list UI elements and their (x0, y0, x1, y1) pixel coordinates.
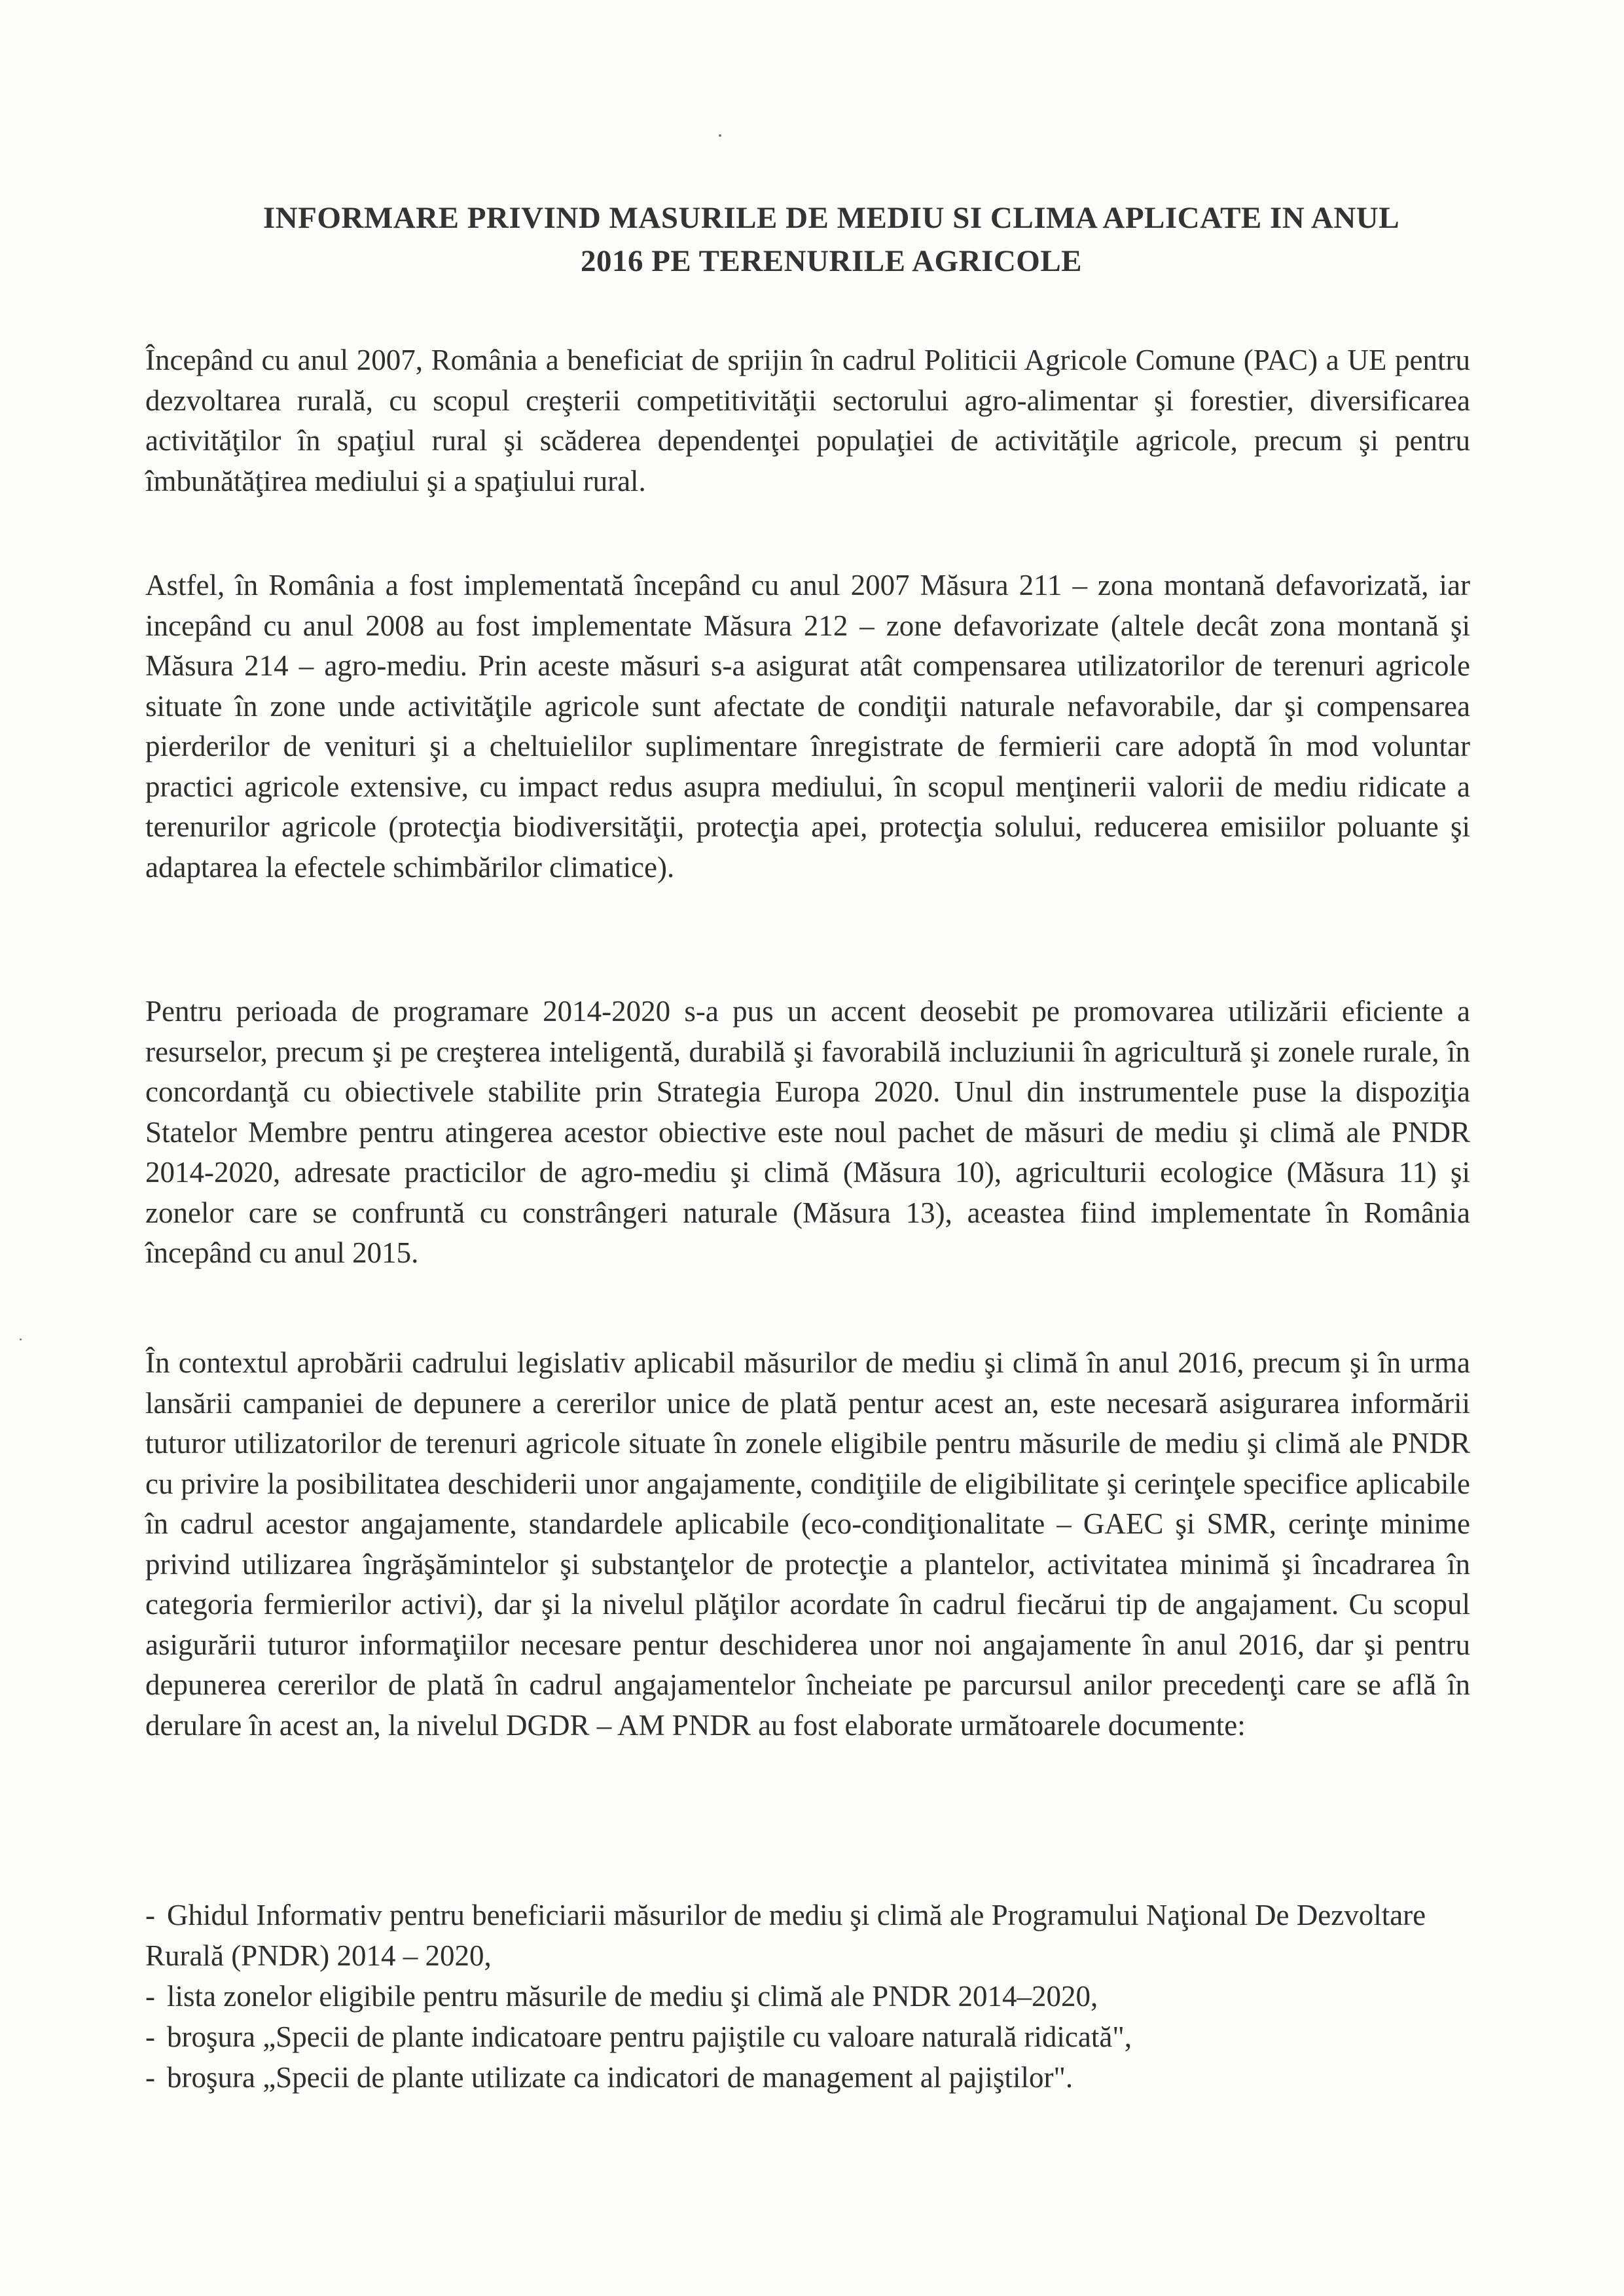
list-bullet: - (145, 1899, 155, 1931)
paragraph-intro: Începând cu anul 2007, România a beneficiat de sprijin în cadrul Politicii Agricole Comune (PAC) a UE pentru dezvoltarea rurală, cu scopul creşterii competitivităţii sectorului agro-alimentar şi forestier, diversificarea activităţilor în spaţiul rural şi scăderea dependenţei populaţiei de activităţile agricole, precum şi pentru îmbunătăţirea mediului şi a spaţiului rural. (145, 344, 1470, 497)
list-item-text: lista zonelor eligibile pentru măsurile de mediu şi climă ale PNDR 2014–2020, (167, 1980, 1098, 2013)
list-item (145, 1976, 1474, 2017)
paragraph-programming-2014-2020: Pentru perioada de programare 2014-2020 s-a pus un accent deosebit pe promovarea utilizării eficiente a resurselor, precum şi pe creşterea inteligentă, durabilă şi favorabilă incluziunii în agricultură şi zonele rurale, în concordanţă cu obiectivele stabilite prin Strategia Europa 2020. Unul din instrumentele puse la dispoziţia Statelor Membre pentru atingerea acestor obiective este noul pachet de măsuri de mediu şi climă ale PNDR 2014-2020, adresate practicilor de agro-mediu şi climă (Măsura 10), agriculturii ecologice (Măsura 11) şi zonelor care se confruntă cu constrângeri naturale (Măsura 13), aceastea fiind implementate în România începând cu anul 2015. (145, 995, 1470, 1269)
scan-speck (20, 1338, 22, 1340)
paragraph-context-2016: În contextul aprobării cadrului legislativ aplicabil măsurilor de mediu şi climă în anul 2016, precum şi în urma lansării campaniei de depunere a cererilor unice de plată pentur acest an, este necesară asigurarea informării tuturor utilizatorilor de terenuri agricole situate în zonele eligibile pentru măsurile de mediu şi climă ale PNDR cu privire la posibilitatea deschiderii unor angajamente, condiţiile de eligibilitate şi cerinţele specifice aplicabile în cadrul acestor angajamente, standardele aplicabile (eco-condiţionalitate – GAEC şi SMR, cerinţe minime privind utilizarea îngrăşămintelor şi substanţelor de protecţie a plantelor, activitatea minimă şi încadrarea în categoria fermierilor activi), dar şi la nivelul plăţilor acordate în cadrul fiecărui tip de angajament. Cu scopul asigurării tuturor informaţiilor necesare pentur deschiderea unor noi angajamente în anul 2016, dar şi pentru depunerea cererilor de plată în cadrul angajamentelor încheiate pe parcursul anilor precedenţi care se află în derulare în acest an, la nivelul DGDR – AM PNDR au fost elaborate următoarele documente: (145, 1346, 1470, 1742)
documents-list (145, 1895, 1474, 2098)
list-item (145, 2057, 1474, 2098)
list-item-text: broşura „Specii de plante indicatoare pentru pajiştile cu valoare naturală ridicată", (167, 2020, 1132, 2053)
list-item (145, 2017, 1474, 2057)
list-bullet: - (145, 2061, 155, 2094)
scan-speck (719, 134, 721, 137)
paragraph-measures-2007: Astfel, în România a fost implementată începând cu anul 2007 Măsura 211 – zona montană defavorizată, iar incepând cu anul 2008 au fost implementate Măsura 212 – zone defavorizate (altele decât zona montană şi Măsura 214 – agro-mediu. Prin aceste măsuri s-a asigurat atât compensarea utilizatorilor de terenuri agricole situate în zone unde activităţile agricole sunt afectate de condiţii naturale nefavorabile, dar şi compensarea pierderilor de venituri şi a cheltuielilor suplimentare înregistrate de fermierii care adoptă în mod voluntar practici agricole extensive, cu impact redus asupra mediului, în scopul menţinerii valorii de mediu ridicate a terenurilor agricole (protecţia biodiversităţii, protecţia apei, protecţia solului, reducerea emisiilor poluante şi adaptarea la efectele schimbărilor climatice). (145, 569, 1470, 884)
list-bullet: - (145, 1980, 155, 2013)
title-line-1: INFORMARE PRIVIND MASURILE DE MEDIU SI CLIMA APLICATE IN ANUL (262, 201, 1400, 235)
document-title (196, 196, 1466, 283)
list-item (145, 1895, 1474, 1976)
title-line-2: 2016 PE TERENURILE AGRICOLE (580, 244, 1083, 278)
list-bullet: - (145, 2020, 155, 2053)
list-item-text: broşura „Specii de plante utilizate ca indicatori de management al pajiştilor". (167, 2061, 1074, 2094)
list-item-text: Ghidul Informativ pentru beneficiarii măsurilor de mediu şi climă ale Programului Naţional De Dezvoltare Rurală (PNDR) 2014 – 2020, (145, 1899, 1426, 1972)
